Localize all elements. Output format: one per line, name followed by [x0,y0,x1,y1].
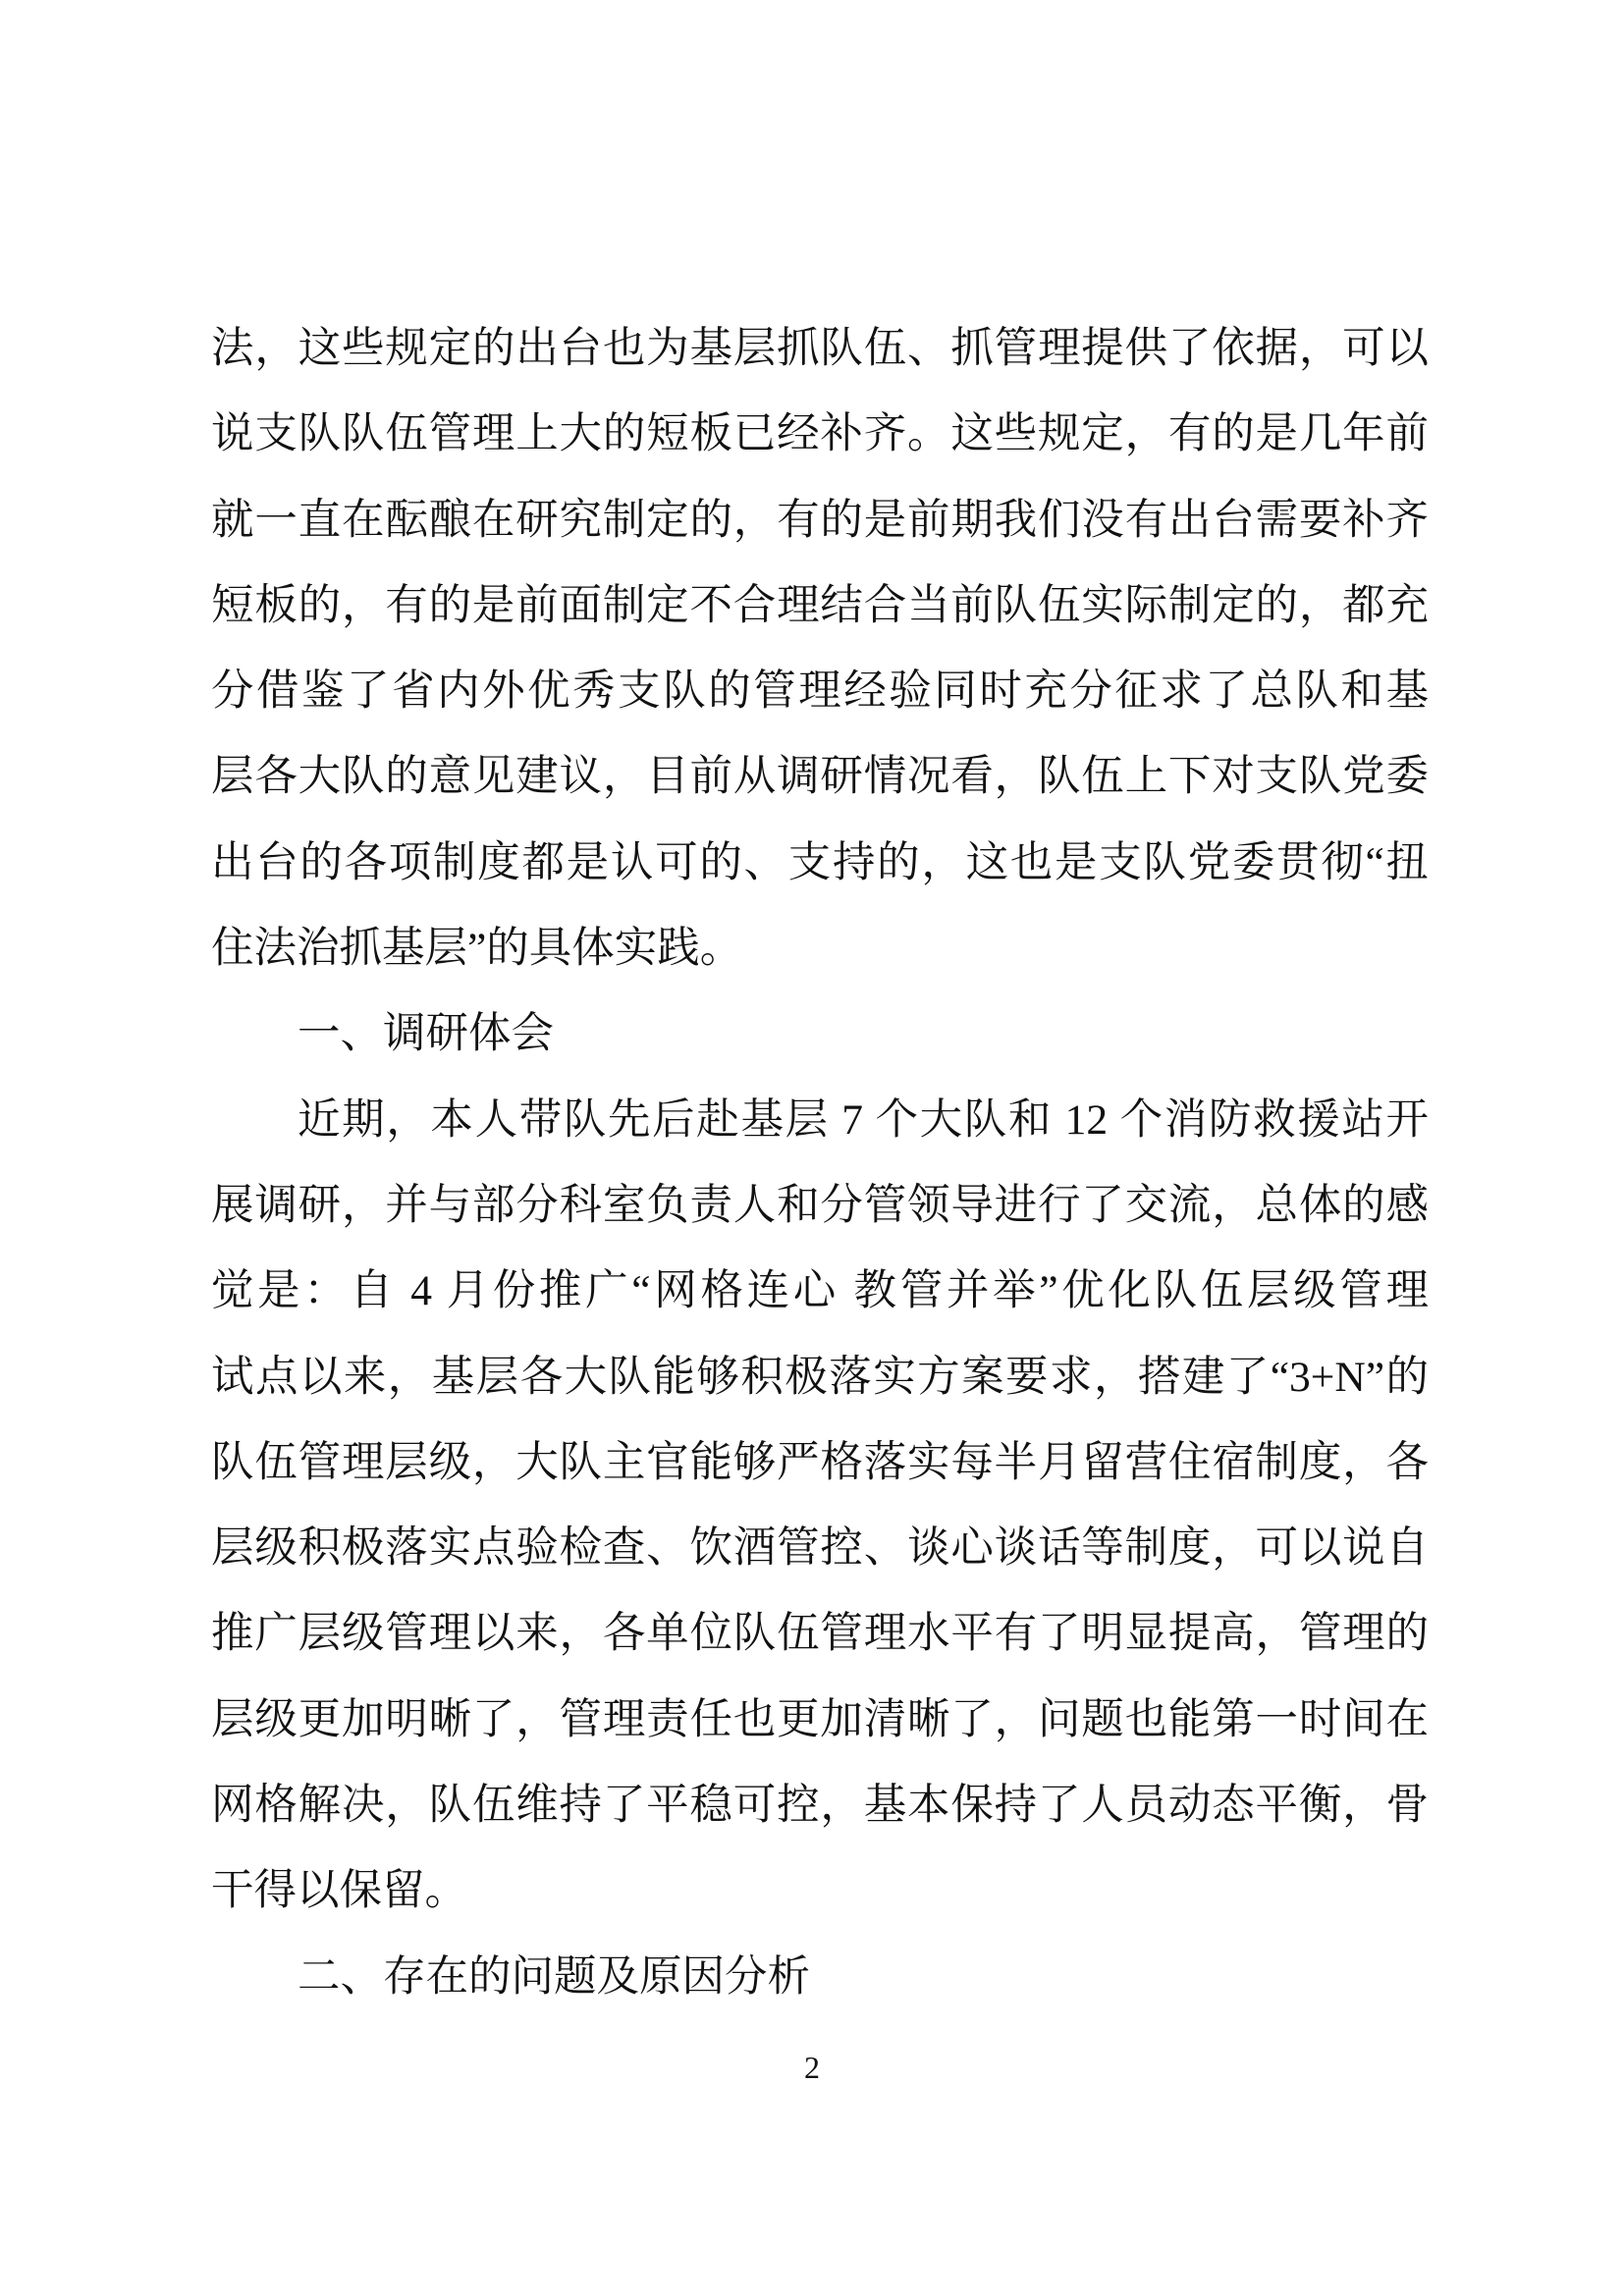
paragraph-research-findings [211,1078,1429,1935]
text-line: 推广层级管理以来，各单位队伍管理水平有了明显提高，管理的 [211,1610,1429,1658]
text-line: 层级积极落实点验检查、饮酒管控、谈心谈话等制度，可以说自 [211,1524,1429,1573]
text-line: 网格解决，队伍维持了平稳可控，基本保持了人员动态平衡，骨 [211,1782,1429,1830]
text-line: 短板的，有的是前面制定不合理结合当前队伍实际制定的，都充 [211,581,1429,629]
text-line: 法，这些规定的出台也为基层抓队伍、抓管理提供了依据，可以 [211,325,1429,372]
text-line: 队伍管理层级，大队主官能够严格落实每半月留营住宿制度，各 [211,1438,1429,1486]
text-line: 层各大队的意见建议，目前从调研情况看，队伍上下对支队党委 [211,753,1429,801]
text-line: 近期，本人带队先后赴基层 7 个大队和 12 个消防救援站开 [298,1095,1429,1144]
text-line: 层级更加明晰了，管理责任也更加清晰了，问题也能第一时间在 [211,1695,1429,1743]
page-number: 2 [804,2050,820,2085]
heading-text: 一、调研体会 [298,1010,554,1058]
text-line: 出台的各项制度都是认可的、支持的，这也是支队党委贯彻“扭 [211,838,1429,886]
heading-text: 二、存在的问题及原因分析 [298,1952,810,2001]
text-line: 就一直在酝酿在研究制定的，有的是前期我们没有出台需要补齐 [211,496,1429,544]
section-heading-2 [211,1935,1429,2020]
document-body [211,306,1429,2020]
text-line: 干得以保留。 [211,1867,467,1915]
text-line: 试点以来，基层各大队能够积极落实方案要求，搭建了“3+N”的 [211,1353,1429,1401]
text-line: 说支队队伍管理上大的短板已经补齐。这些规定，有的是几年前 [211,410,1429,458]
paragraph-continuation [211,306,1429,991]
text-line: 分借鉴了省内外优秀支队的管理经验同时充分征求了总队和基 [211,667,1429,716]
text-line: 住法治抓基层”的具体实践。 [211,925,743,973]
text-line: 展调研，并与部分科室负责人和分管领导进行了交流，总体的感 [211,1181,1429,1229]
text-line: 觉是：自 4 月份推广“网格连心 教管并举”优化队伍层级管理 [211,1267,1429,1315]
section-heading-1 [211,991,1429,1077]
